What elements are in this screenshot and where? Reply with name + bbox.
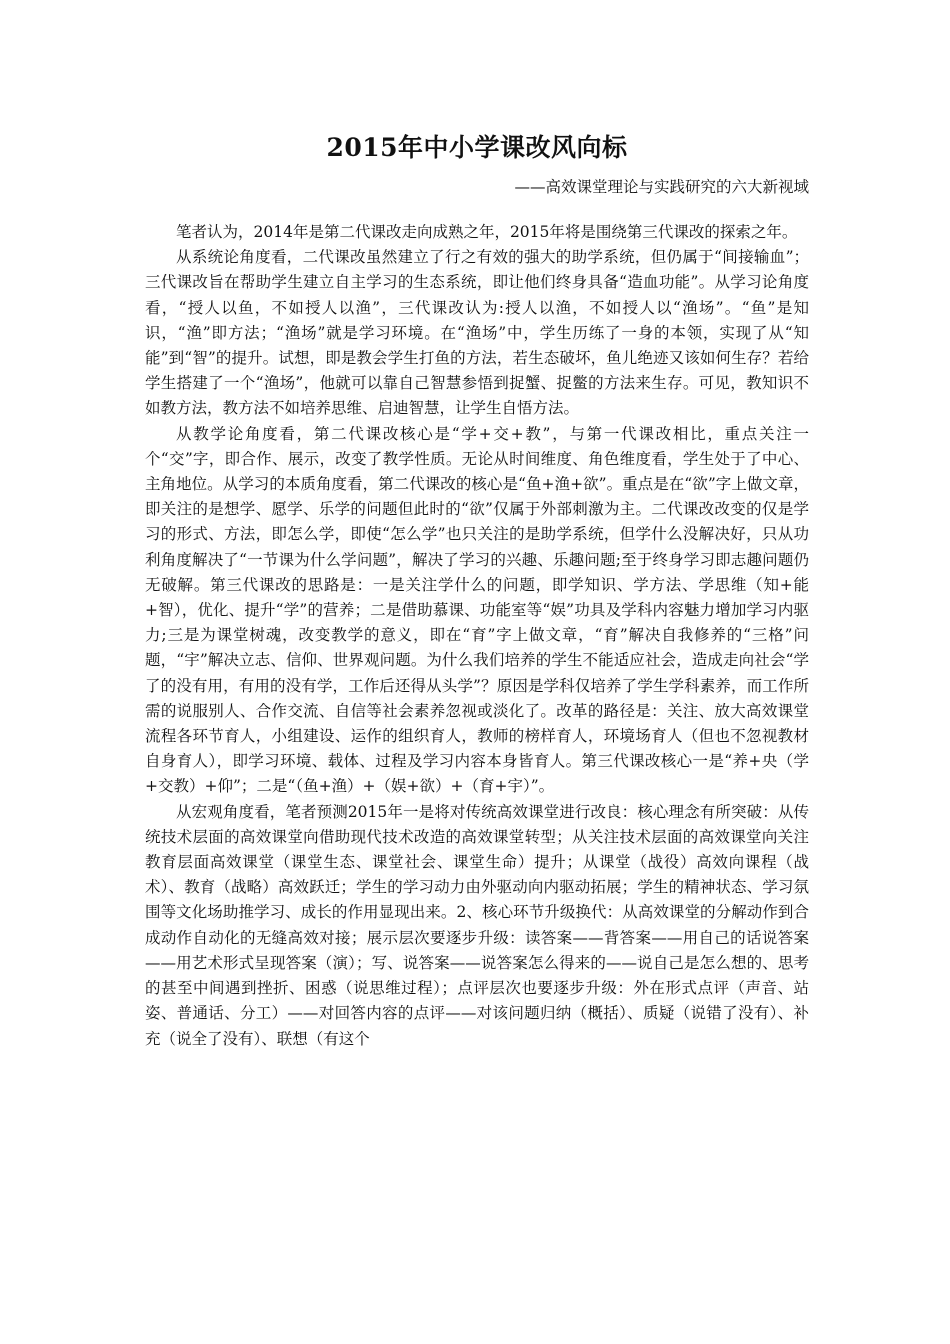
- paragraph-intro: 笔者认为，2014年是第二代课改走向成熟之年，2015年将是围绕第三代课改的探索之年。: [176, 223, 798, 241]
- paragraph-macro-view: 从宏观角度看，笔者预测2015年一是将对传统高效课堂进行改良：核心理念有所突破：从传统技术层面的高效课堂向借助现代技术改造的高效课堂转型；从关注技术层面的高效课堂向关注教育层面高效课堂（课堂生态、课堂社会、课堂生命）提升；从课堂（战役）高效向课程（战术）、教育（战略）高效跃迁；学生的学习动力由外驱动向内驱动拓展；学生的精神状态、学习氛围等文化场助推学习、成长的作用显现出来。2、核心环节升级换代：从高效课堂的分解动作到合成动作自动化的无缝高效对接；展示层次要逐步升级：读答案——背答案——用自己的话说答案——用艺术形式呈现答案（演）；写、说答案——说答案怎么得来的——说自己是怎么想的、思考的甚至中间遇到挫折、困惑（说思维过程）；点评层次也要逐步升级：外在形式点评（声音、站姿、普通话、分工）——对回答内容的点评——对该问题归纳（概括）、质疑（说错了没有）、补充（说全了没有）、联想（有这个: [145, 802, 809, 1048]
- document-title: 2015年中小学课改风向标: [326, 133, 628, 162]
- document-page: [145, 128, 809, 1052]
- paragraph-teaching-view: 从教学论角度看，第二代课改核心是“学+交+教”，与第一代课改相比，重点关注一个“交”字，即合作、展示，改变了教学性质。无论从时间维度、角色维度看，学生处于了中心、主角地位。从学习的本质角度看，第二代课改的核心是“鱼+渔+欲”。重点是在“欲”字上做文章，即关注的是想学、愿学、乐学的问题但此时的“欲”仅属于外部刺激为主。二代课改改变的仅是学习的形式、方法，即怎么学，即使“怎么学”也只关注的是助学系统，但学什么没解决好，只从功利角度解决了“一节课为什么学问题”，解决了学习的兴趣、乐趣问题;至于终身学习即志趣问题仍无破解。第三代课改的思路是：一是关注学什么的问题，即学知识、学方法、学思维（知+能+智），优化、提升“学”的营养；二是借助慕课、功能室等“娱”功具及学科内容魅力增加学习内驱力;三是为课堂树魂，改变教学的意义，即在“育”字上做文章，“育”解决自我修养的“三格”问题，“宇”解决立志、信仰、世界观问题。为什么我们培养的学生不能适应社会，造成走向社会“学了的没有用，有用的没有学，工作后还得从头学”？原因是学科仅培养了学生学科素养，而工作所需的说服别人、合作交流、自信等社会素养忽视或淡化了。改革的路径是：关注、放大高效课堂流程各环节育人，小组建设、运作的组织育人，教师的榜样育人，环境场育人（但也不忽视教材自身育人），即学习环境、载体、过程及学习内容本身皆育人。第三代课改核心一是“养+央（学+交教）+仰”；二是“（鱼+渔）+（娱+欲）+（育+宇）”。: [145, 424, 809, 796]
- paragraph-systems-view: 从系统论角度看，二代课改虽然建立了行之有效的强大的助学系统，但仍属于“间接输血”；三代课改旨在帮助学生建立自主学习的生态系统，即让他们终身具备“造血功能”。从学习论角度看，“授人以鱼，不如授人以渔”，三代课改认为:授人以渔，不如授人以“渔场”。“鱼”是知识，“渔”即方法；“渔场”就是学习环境。在“渔场”中，学生历练了一身的本领，实现了从“知能”到“智”的提升。试想，即是教会学生打鱼的方法，若生态破坏，鱼儿绝迹又该如何生存？若给学生搭建了一个“渔场”，他就可以靠自己智慧参悟到捉蟹、捉鳖的方法来生存。可见，教知识不如教方法，教方法不如培养思维、启迪智慧，让学生自悟方法。: [145, 248, 809, 418]
- document-subtitle: ——高效课堂理论与实践研究的六大新视域: [514, 178, 809, 196]
- document-body: [145, 220, 809, 1052]
